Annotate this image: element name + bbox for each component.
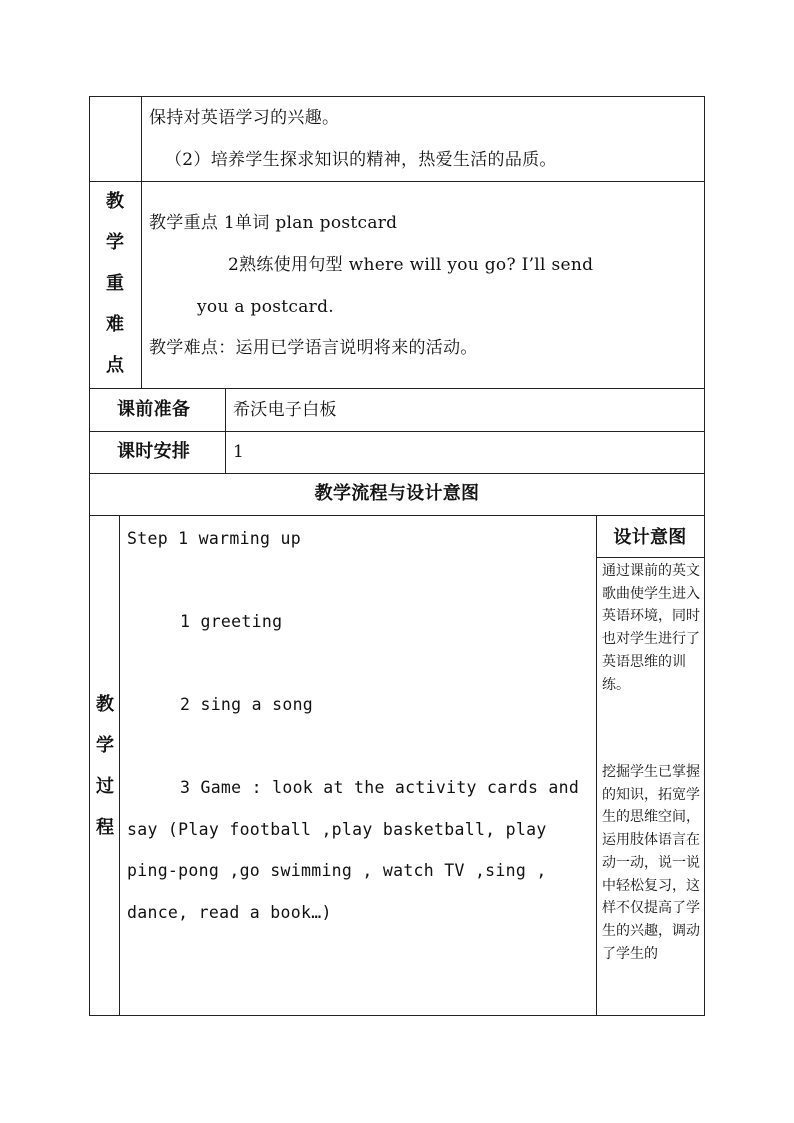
objective-line-1: 保持对英语学习的兴趣。 (149, 108, 340, 128)
process-line-pingpong: ping-pong ,go swimming , watch TV ,sing , (127, 861, 547, 880)
preparation-value: 希沃电子白板 (233, 400, 337, 420)
process-line-song: 2 sing a song (180, 695, 314, 714)
design-note-2: 挖掘学生已掌握的知识，拓宽学生的思维空间，运用肢体语言在动一动，说一说中轻松复习，这样不仅提高了学生的兴趣，调动了学生的 (602, 764, 700, 962)
process-line-say: say (Play football ,play basketball, play (127, 820, 547, 839)
process-line-greeting: 1 greeting (180, 612, 283, 631)
key-points-line-3: you a postcard. (197, 297, 334, 317)
flow-title: 教学流程与设计意图 (314, 483, 480, 504)
key-points-line-1: 教学重点 1单词 plan postcard (149, 213, 398, 233)
process-header: 教 学 过 程 (96, 694, 114, 838)
objective-line-2: （2）培养学生探求知识的精神，热爱生活的品质。 (165, 150, 557, 170)
schedule-value: 1 (233, 442, 245, 462)
preparation-label: 课前准备 (117, 399, 191, 420)
schedule-label: 课时安排 (117, 441, 191, 462)
design-note-1: 通过课前的英文歌曲使学生进入英语环境，同时也对学生进行了英语思维的训练。 (602, 563, 700, 693)
design-header: 设计意图 (613, 527, 687, 548)
key-points-line-2: 2熟练使用句型 where will you go? I’ll send (228, 255, 594, 275)
difficulty-line: 教学难点：运用已学语言说明将来的活动。 (149, 338, 478, 358)
process-line-step1: Step 1 warming up (127, 529, 301, 548)
key-points-header: 教 学 重 难 点 (106, 191, 124, 376)
process-line-dance: dance, read a book…) (127, 903, 332, 922)
process-line-game: 3 Game : look at the activity cards and (180, 778, 580, 797)
